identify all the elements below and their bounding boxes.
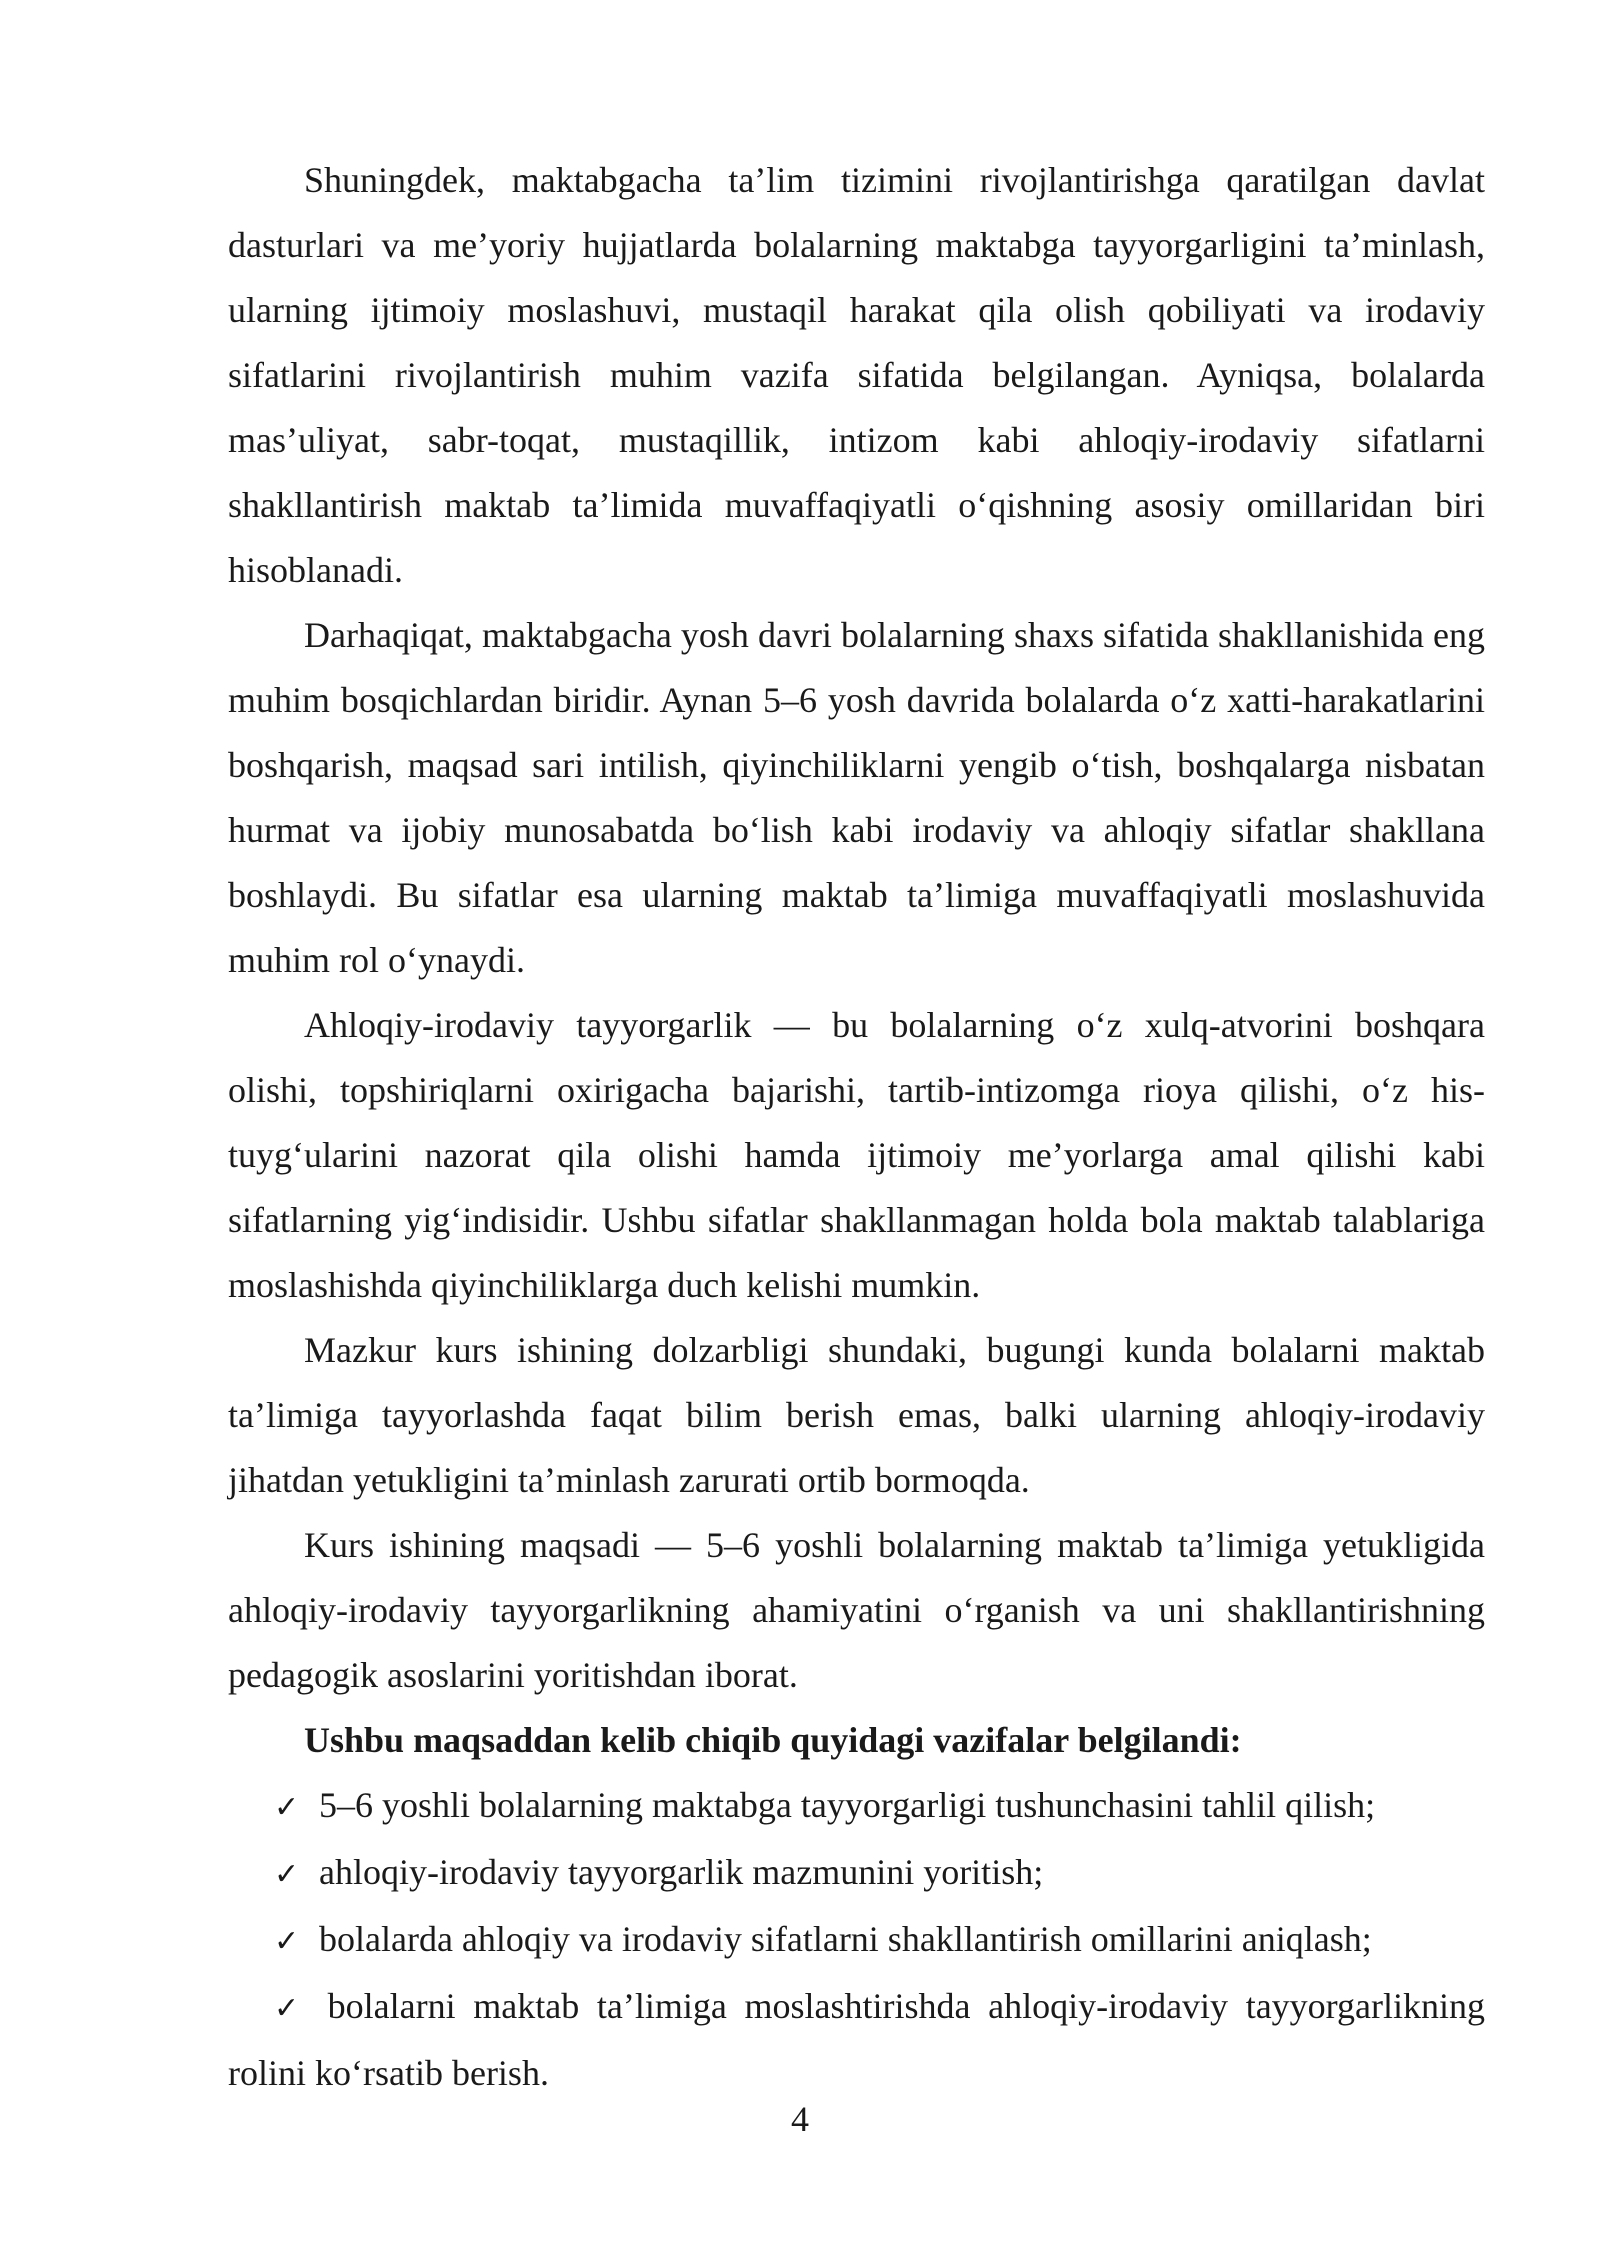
checkmark-icon: ✓ — [274, 1790, 300, 1825]
paragraph-preschool-age: Darhaqiqat, maktabgacha yosh davri bolalarning shaxs sifatida shakllanishida eng muhim bosqichlardan biridir. Aynan 5–6 yosh davrida bolalarda o‘z xatti-harakatlarini boshqarish, maqsad sari intilish, qiyinchiliklarni yengib o‘tish, boshqalarga nisbatan hurmat va ijobiy munosabatda bo‘lish kabi irodaviy va ahloqiy sifatlar shakllana boshlaydi. Bu sifatlar esa ularning maktab ta’limiga muvaffaqiyatli moslashuvida muhim rol o‘ynaydi. — [228, 615, 1485, 980]
task-text: bolalarda ahloqiy va irodaviy sifatlarni shakllantirish omillarini aniqlash; — [319, 1919, 1372, 1959]
list-item — [228, 1907, 1485, 1974]
page-body — [228, 148, 1485, 2106]
paragraph-definition: Ahloqiy-irodaviy tayyorgarlik — bu bolalarning o‘z xulq-atvorini boshqara olishi, topshiriqlarni oxirigacha bajarishi, tartib-intizomga rioya qilishi, o‘z his-tuyg‘ularini nazorat qila olishi hamda ijtimoiy me’yorlarga amal qilishi kabi sifatlarning yig‘indisidir. Ushbu sifatlar shakllanmagan holda bola maktab talablariga moslashishda qiyinchiliklarga duch kelishi mumkin. — [228, 1005, 1485, 1305]
list-item — [228, 1773, 1485, 1840]
tasks-list — [228, 1773, 1485, 2106]
paragraph-relevance: Mazkur kurs ishining dolzarbligi shundaki, bugungi kunda bolalarni maktab ta’limiga tayyorlashda faqat bilim berish emas, balki ularning ahloqiy-irodaviy jihatdan yetukligini ta’minlash zarurati ortib bormoqda. — [228, 1330, 1485, 1500]
tasks-heading: Ushbu maqsaddan kelib chiqib quyidagi vazifalar belgilandi: — [304, 1720, 1242, 1760]
paragraph-goal: Kurs ishining maqsadi — 5–6 yoshli bolalarning maktab ta’limiga yetukligida ahloqiy-irodaviy tayyorgarlikning ahamiyatini o‘rganish va uni shakllantirishning pedagogik asoslarini yoritishdan iborat. — [228, 1525, 1485, 1695]
task-text: ahloqiy-irodaviy tayyorgarlik mazmunini yoritish; — [319, 1852, 1044, 1892]
checkmark-icon: ✓ — [274, 1924, 300, 1959]
task-text: bolalarni maktab ta’limiga moslashtirishda ahloqiy-irodaviy tayyorgarlikning rolini ko‘rsatib berish. — [228, 1986, 1485, 2093]
task-text: 5–6 yoshli bolalarning maktabga tayyorgarligi tushunchasini tahlil qilish; — [319, 1785, 1376, 1825]
list-item — [228, 1840, 1485, 1907]
checkmark-icon: ✓ — [274, 1857, 300, 1892]
checkmark-icon: ✓ — [274, 1991, 300, 2026]
paragraph-context: Shuningdek, maktabgacha ta’lim tizimini rivojlantirishga qaratilgan davlat dasturlari va me’yoriy hujjatlarda bolalarning maktabga tayyorgarligini ta’minlash, ularning ijtimoiy moslashuvi, mustaqil harakat qila olish qobiliyati va irodaviy sifatlarini rivojlantirish muhim vazifa sifatida belgilangan. Ayniqsa, bolalarda mas’uliyat, sabr-toqat, mustaqillik, intizom kabi ahloqiy-irodaviy sifatlarni shakllantirish maktab ta’limida muvaffaqiyatli o‘qishning asosiy omillaridan biri hisoblanadi. — [228, 160, 1485, 590]
list-item — [228, 1974, 1485, 2106]
page-number: 4 — [791, 2099, 809, 2139]
